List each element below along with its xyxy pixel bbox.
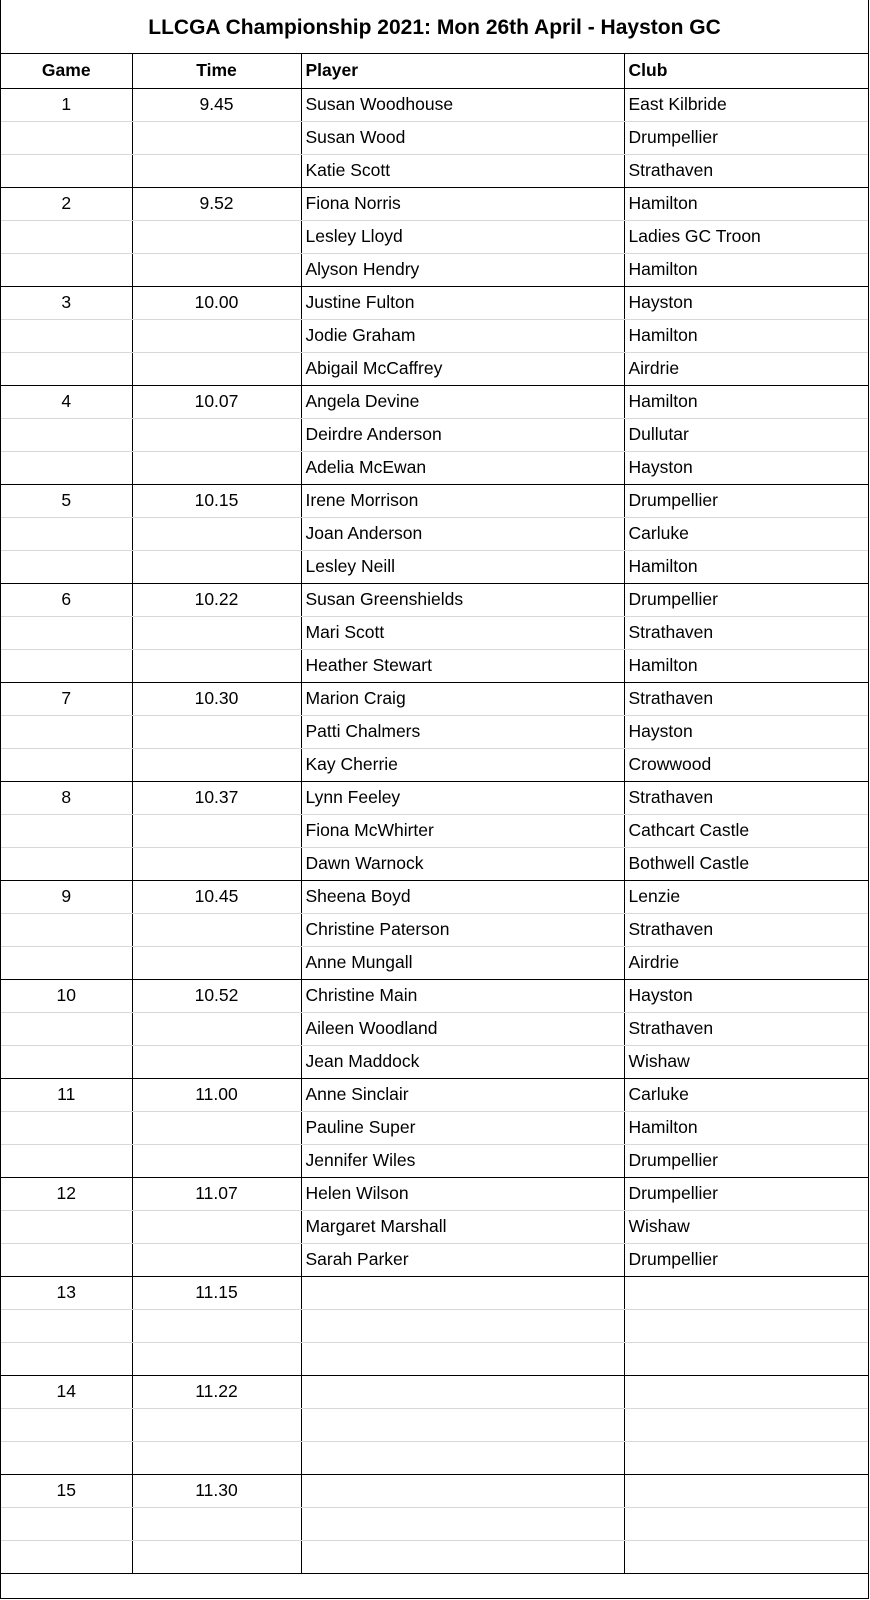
tee-time-cell[interactable] [132, 550, 301, 583]
tee-time-cell[interactable] [132, 616, 301, 649]
club-name-cell[interactable]: Hayston [624, 979, 868, 1012]
club-name-cell[interactable] [624, 1276, 868, 1309]
tee-time-cell[interactable] [132, 1507, 301, 1540]
club-name-cell[interactable]: Lenzie [624, 880, 868, 913]
tee-time-cell[interactable]: 10.07 [132, 385, 301, 418]
club-name-cell[interactable]: Drumpellier [624, 1243, 868, 1276]
player-name-cell[interactable]: Marion Craig [301, 682, 624, 715]
tee-time-cell[interactable] [132, 1342, 301, 1375]
tee-time-cell[interactable] [132, 748, 301, 781]
game-number-cell[interactable] [1, 1408, 132, 1441]
player-name-cell[interactable]: Helen Wilson [301, 1177, 624, 1210]
tee-time-cell[interactable]: 10.15 [132, 484, 301, 517]
tee-time-cell[interactable] [132, 121, 301, 154]
player-name-cell[interactable]: Jodie Graham [301, 319, 624, 352]
game-number-cell[interactable]: 13 [1, 1276, 132, 1309]
tee-time-cell[interactable] [132, 715, 301, 748]
player-name-cell[interactable] [301, 1375, 624, 1408]
player-name-cell[interactable]: Joan Anderson [301, 517, 624, 550]
tee-time-cell[interactable]: 10.00 [132, 286, 301, 319]
game-number-cell[interactable] [1, 253, 132, 286]
tee-time-cell[interactable]: 11.30 [132, 1474, 301, 1507]
game-number-cell[interactable]: 10 [1, 979, 132, 1012]
table-row [1, 913, 868, 946]
table-row [1, 484, 868, 517]
player-name-cell[interactable]: Pauline Super [301, 1111, 624, 1144]
tee-time-cell[interactable]: 9.52 [132, 187, 301, 220]
game-number-cell[interactable] [1, 154, 132, 187]
table-row [1, 1408, 868, 1441]
game-number-cell[interactable]: 5 [1, 484, 132, 517]
club-name-cell[interactable]: Hamilton [624, 1111, 868, 1144]
tee-time-cell[interactable]: 10.22 [132, 583, 301, 616]
tee-time-cell[interactable] [132, 1210, 301, 1243]
tee-time-cell[interactable]: 9.45 [132, 88, 301, 121]
club-name-cell[interactable]: Wishaw [624, 1210, 868, 1243]
player-name-cell[interactable]: Lesley Neill [301, 550, 624, 583]
player-name-cell[interactable]: Jennifer Wiles [301, 1144, 624, 1177]
player-name-cell[interactable]: Dawn Warnock [301, 847, 624, 880]
tee-time-cell[interactable] [132, 649, 301, 682]
tee-time-cell[interactable]: 11.00 [132, 1078, 301, 1111]
player-name-cell[interactable]: Irene Morrison [301, 484, 624, 517]
game-number-cell[interactable] [1, 1243, 132, 1276]
tee-time-cell[interactable] [132, 1441, 301, 1474]
table-row [1, 1045, 868, 1078]
tee-time-cell[interactable] [132, 1243, 301, 1276]
game-number-cell[interactable] [1, 352, 132, 385]
game-number-cell[interactable]: 8 [1, 781, 132, 814]
game-number-cell[interactable] [1, 220, 132, 253]
club-name-cell[interactable]: Strathaven [624, 616, 868, 649]
table-row [1, 682, 868, 715]
player-name-cell[interactable] [301, 1441, 624, 1474]
table-row [1, 616, 868, 649]
table-row [1, 583, 868, 616]
club-name-cell[interactable]: Strathaven [624, 154, 868, 187]
club-name-cell[interactable]: Strathaven [624, 1012, 868, 1045]
player-name-cell[interactable]: Lesley Lloyd [301, 220, 624, 253]
club-name-cell[interactable]: Drumpellier [624, 484, 868, 517]
game-number-cell[interactable] [1, 1210, 132, 1243]
table-row [1, 1507, 868, 1540]
tee-time-cell[interactable] [132, 418, 301, 451]
club-name-cell[interactable]: East Kilbride [624, 88, 868, 121]
table-row [1, 1474, 868, 1507]
table-row [1, 352, 868, 385]
game-number-cell[interactable] [1, 715, 132, 748]
tee-time-cell[interactable] [132, 319, 301, 352]
tee-time-cell[interactable] [132, 451, 301, 484]
club-name-cell[interactable]: Crowwood [624, 748, 868, 781]
table-row [1, 253, 868, 286]
game-number-cell[interactable] [1, 550, 132, 583]
club-name-cell[interactable]: Strathaven [624, 913, 868, 946]
club-name-cell[interactable]: Carluke [624, 1078, 868, 1111]
game-number-cell[interactable] [1, 121, 132, 154]
game-number-cell[interactable] [1, 451, 132, 484]
table-row [1, 1309, 868, 1342]
table-row [1, 1375, 868, 1408]
table-row [1, 220, 868, 253]
tee-time-cell[interactable]: 10.52 [132, 979, 301, 1012]
table-row [1, 451, 868, 484]
game-number-cell[interactable]: 4 [1, 385, 132, 418]
club-name-cell[interactable] [624, 1342, 868, 1375]
club-name-cell[interactable]: Hayston [624, 286, 868, 319]
table-row [1, 1342, 868, 1375]
club-name-cell[interactable]: Hamilton [624, 385, 868, 418]
table-row [1, 319, 868, 352]
club-name-cell[interactable]: Drumpellier [624, 583, 868, 616]
table-row [1, 649, 868, 682]
table-row [1, 385, 868, 418]
player-name-cell[interactable]: Abigail McCaffrey [301, 352, 624, 385]
club-name-cell[interactable]: Hamilton [624, 649, 868, 682]
club-name-cell[interactable]: Drumpellier [624, 121, 868, 154]
game-number-cell[interactable] [1, 1045, 132, 1078]
club-name-cell[interactable]: Dullutar [624, 418, 868, 451]
club-name-cell[interactable] [624, 1507, 868, 1540]
game-number-cell[interactable]: 1 [1, 88, 132, 121]
tee-time-cell[interactable] [132, 913, 301, 946]
table-row [1, 814, 868, 847]
player-name-cell[interactable]: Lynn Feeley [301, 781, 624, 814]
tee-times-table [1, 54, 868, 1574]
player-name-cell[interactable]: Sarah Parker [301, 1243, 624, 1276]
player-name-cell[interactable]: Susan Woodhouse [301, 88, 624, 121]
tee-time-cell[interactable] [132, 253, 301, 286]
tee-time-cell[interactable] [132, 1540, 301, 1573]
game-number-cell[interactable] [1, 1309, 132, 1342]
tee-time-cell[interactable] [132, 154, 301, 187]
table-row [1, 121, 868, 154]
game-number-cell[interactable] [1, 1144, 132, 1177]
player-name-cell[interactable]: Alyson Hendry [301, 253, 624, 286]
game-number-cell[interactable] [1, 319, 132, 352]
tee-time-cell[interactable] [132, 1045, 301, 1078]
game-number-cell[interactable]: 3 [1, 286, 132, 319]
game-number-cell[interactable]: 12 [1, 1177, 132, 1210]
club-name-cell[interactable] [624, 1375, 868, 1408]
game-number-cell[interactable] [1, 1111, 132, 1144]
game-number-cell[interactable] [1, 814, 132, 847]
club-name-cell[interactable]: Drumpellier [624, 1177, 868, 1210]
table-row [1, 1012, 868, 1045]
game-number-cell[interactable] [1, 1012, 132, 1045]
game-number-cell[interactable] [1, 946, 132, 979]
table-row [1, 1111, 868, 1144]
table-row [1, 979, 868, 1012]
table-row [1, 1177, 868, 1210]
player-name-cell[interactable]: Anne Sinclair [301, 1078, 624, 1111]
player-name-cell[interactable]: Anne Mungall [301, 946, 624, 979]
player-name-cell[interactable]: Mari Scott [301, 616, 624, 649]
player-name-cell[interactable]: Justine Fulton [301, 286, 624, 319]
club-name-cell[interactable]: Drumpellier [624, 1144, 868, 1177]
table-row [1, 1540, 868, 1573]
tee-time-cell[interactable]: 10.45 [132, 880, 301, 913]
game-number-cell[interactable]: 2 [1, 187, 132, 220]
club-name-cell[interactable] [624, 1540, 868, 1573]
table-row [1, 781, 868, 814]
table-row [1, 517, 868, 550]
tee-time-cell[interactable]: 11.15 [132, 1276, 301, 1309]
table-row [1, 1276, 868, 1309]
player-name-cell[interactable]: Aileen Woodland [301, 1012, 624, 1045]
player-name-cell[interactable]: Heather Stewart [301, 649, 624, 682]
game-number-cell[interactable] [1, 1342, 132, 1375]
game-number-cell[interactable]: 6 [1, 583, 132, 616]
club-name-cell[interactable]: Ladies GC Troon [624, 220, 868, 253]
game-number-cell[interactable]: 11 [1, 1078, 132, 1111]
tee-time-cell[interactable] [132, 352, 301, 385]
player-name-cell[interactable]: Fiona McWhirter [301, 814, 624, 847]
game-number-cell[interactable]: 15 [1, 1474, 132, 1507]
club-name-cell[interactable]: Hamilton [624, 253, 868, 286]
club-name-cell[interactable] [624, 1408, 868, 1441]
player-name-cell[interactable] [301, 1474, 624, 1507]
table-row [1, 1210, 868, 1243]
tee-time-cell[interactable] [132, 814, 301, 847]
header-club: Club [624, 54, 868, 88]
tee-time-cell[interactable] [132, 1012, 301, 1045]
sheet-title: LLCGA Championship 2021: Mon 26th April - Hayston GC [1, 0, 868, 54]
player-name-cell[interactable]: Adelia McEwan [301, 451, 624, 484]
club-name-cell[interactable]: Airdrie [624, 946, 868, 979]
game-number-cell[interactable]: 9 [1, 880, 132, 913]
game-number-cell[interactable] [1, 913, 132, 946]
header-game: Game [1, 54, 132, 88]
tee-time-cell[interactable] [132, 847, 301, 880]
game-number-cell[interactable]: 7 [1, 682, 132, 715]
club-name-cell[interactable]: Hayston [624, 451, 868, 484]
game-number-cell[interactable] [1, 517, 132, 550]
tee-time-cell[interactable] [132, 517, 301, 550]
table-row [1, 286, 868, 319]
table-row [1, 880, 868, 913]
tee-time-cell[interactable]: 11.07 [132, 1177, 301, 1210]
table-row [1, 88, 868, 121]
tee-time-cell[interactable]: 10.37 [132, 781, 301, 814]
table-row [1, 748, 868, 781]
club-name-cell[interactable]: Strathaven [624, 682, 868, 715]
header-time: Time [132, 54, 301, 88]
table-row [1, 1078, 868, 1111]
header-row [1, 54, 868, 88]
club-name-cell[interactable]: Hamilton [624, 550, 868, 583]
header-player: Player [301, 54, 624, 88]
tee-time-cell[interactable] [132, 220, 301, 253]
table-row [1, 847, 868, 880]
player-name-cell[interactable] [301, 1276, 624, 1309]
player-name-cell[interactable]: Patti Chalmers [301, 715, 624, 748]
game-number-cell[interactable] [1, 616, 132, 649]
club-name-cell[interactable] [624, 1309, 868, 1342]
table-row [1, 715, 868, 748]
game-number-cell[interactable] [1, 1507, 132, 1540]
player-name-cell[interactable] [301, 1309, 624, 1342]
player-name-cell[interactable]: Deirdre Anderson [301, 418, 624, 451]
table-row [1, 1144, 868, 1177]
tee-time-cell[interactable]: 10.30 [132, 682, 301, 715]
player-name-cell[interactable] [301, 1540, 624, 1573]
club-name-cell[interactable]: Carluke [624, 517, 868, 550]
club-name-cell[interactable]: Bothwell Castle [624, 847, 868, 880]
player-name-cell[interactable]: Susan Wood [301, 121, 624, 154]
player-name-cell[interactable]: Margaret Marshall [301, 1210, 624, 1243]
player-name-cell[interactable]: Susan Greenshields [301, 583, 624, 616]
club-name-cell[interactable]: Hamilton [624, 187, 868, 220]
club-name-cell[interactable]: Strathaven [624, 781, 868, 814]
game-number-cell[interactable]: 14 [1, 1375, 132, 1408]
tee-time-cell[interactable] [132, 1408, 301, 1441]
player-name-cell[interactable] [301, 1342, 624, 1375]
tee-time-cell[interactable] [132, 1144, 301, 1177]
club-name-cell[interactable]: Airdrie [624, 352, 868, 385]
player-name-cell[interactable]: Christine Paterson [301, 913, 624, 946]
game-number-cell[interactable] [1, 847, 132, 880]
player-name-cell[interactable]: Jean Maddock [301, 1045, 624, 1078]
club-name-cell[interactable]: Hayston [624, 715, 868, 748]
player-name-cell[interactable] [301, 1507, 624, 1540]
tee-time-cell[interactable] [132, 1309, 301, 1342]
player-name-cell[interactable]: Kay Cherrie [301, 748, 624, 781]
club-name-cell[interactable]: Wishaw [624, 1045, 868, 1078]
game-number-cell[interactable] [1, 1441, 132, 1474]
table-row [1, 1441, 868, 1474]
table-row [1, 550, 868, 583]
tee-time-cell[interactable] [132, 1111, 301, 1144]
club-name-cell[interactable]: Cathcart Castle [624, 814, 868, 847]
player-name-cell[interactable] [301, 1408, 624, 1441]
game-number-cell[interactable] [1, 649, 132, 682]
club-name-cell[interactable] [624, 1441, 868, 1474]
game-number-cell[interactable] [1, 418, 132, 451]
club-name-cell[interactable]: Hamilton [624, 319, 868, 352]
player-name-cell[interactable]: Sheena Boyd [301, 880, 624, 913]
tee-time-cell[interactable]: 11.22 [132, 1375, 301, 1408]
player-name-cell[interactable]: Angela Devine [301, 385, 624, 418]
table-row [1, 946, 868, 979]
game-number-cell[interactable] [1, 748, 132, 781]
table-row [1, 1243, 868, 1276]
player-name-cell[interactable]: Christine Main [301, 979, 624, 1012]
club-name-cell[interactable] [624, 1474, 868, 1507]
tee-time-cell[interactable] [132, 946, 301, 979]
player-name-cell[interactable]: Katie Scott [301, 154, 624, 187]
table-row [1, 187, 868, 220]
table-row [1, 154, 868, 187]
game-number-cell[interactable] [1, 1540, 132, 1573]
player-name-cell[interactable]: Fiona Norris [301, 187, 624, 220]
table-row [1, 418, 868, 451]
